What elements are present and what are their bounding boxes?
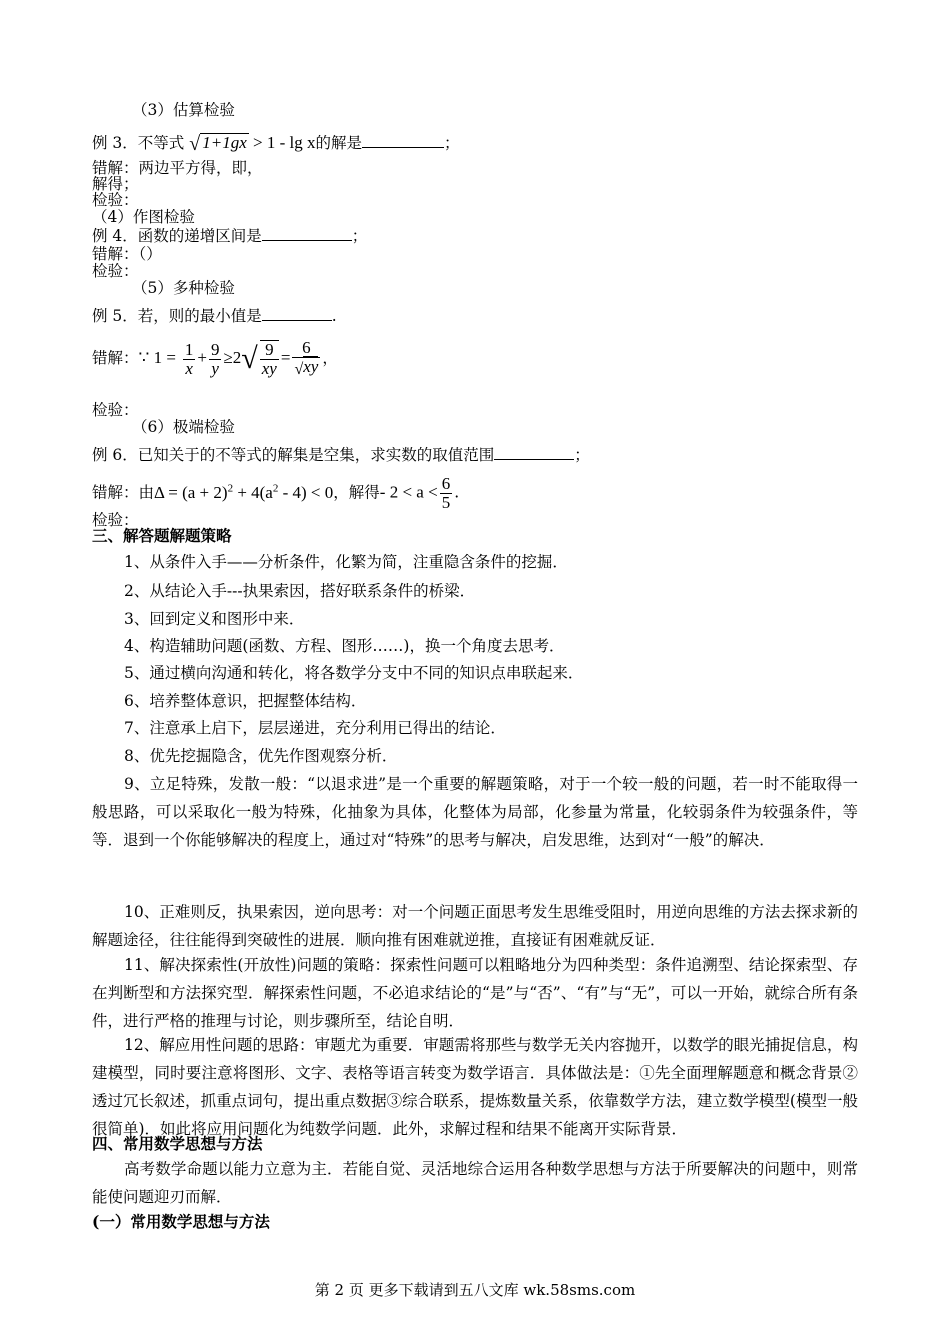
example-6-wrong-solution: [92, 466, 460, 513]
answer-blank: [494, 445, 574, 460]
exponent: 2: [227, 482, 234, 494]
solved-line: 解得；: [92, 175, 139, 193]
example-5-text: 例 5．若，则的最小值是: [92, 307, 262, 325]
punctuation: ，: [322, 349, 338, 367]
answer-blank: [262, 226, 352, 241]
denominator: y: [209, 359, 222, 378]
denominator: xy: [261, 359, 277, 378]
check-line: 检验：: [92, 511, 139, 529]
denominator: √xy: [294, 357, 319, 378]
radical-sign: √: [241, 342, 258, 375]
answer-blank: [262, 306, 332, 321]
wrong-solution-label: 错解：由: [92, 483, 155, 502]
punctuation: .: [331, 307, 337, 325]
punctuation: ；: [351, 227, 368, 245]
page-footer: 第 2 页 更多下载请到五八文库 wk.58sms.com: [314, 1281, 636, 1299]
denominator: 5: [441, 493, 451, 513]
strategy-6: 6、培养整体意识，把握整体结构．: [124, 692, 367, 710]
numerator: 6: [441, 474, 451, 494]
strategy-10: 10、正难则反，执果索因，逆向思考：对一个问题正面思考发生思维受阻时，用逆向思维的方法去探求新的解题途径，往往能得到突破性的进展．顺向推有困难就逆推，直接证有困难就反证．: [92, 903, 858, 949]
example-3-rhs: > 1 - lg x: [253, 133, 316, 152]
strategy-9: 9、立足特殊，发散一般：“以退求进”是一个重要的解题策略，对于一个较一般的问题，若一时不能取得一般思路，可以采取化一般为特殊，化抽象为具体，化整体为局部，化参量为常量，化较弱条件为较强条件，等等．退到一个你能够解决的程度上，通过对“特殊”的思考与解决，启发思维，达到对“一般”的解决．: [92, 775, 858, 849]
expr-part: + 4(a: [237, 482, 273, 502]
numerator: 9: [210, 339, 220, 359]
strategy-5: 5、通过横向沟通和转化，将各数学分支中不同的知识点串联起来．: [124, 664, 584, 682]
subheading-multiple-check: （5）多种检验: [132, 279, 235, 297]
numerator: 1: [184, 339, 194, 359]
example-4: [92, 226, 367, 246]
fraction-9-over-y: [209, 341, 222, 378]
strategy-11: 11、解决探索性(开放性)问题的策略：探索性问题可以粗略地分为四种类型：条件追溯型、结论探索型、存在判断型和方法探究型．解探索性问题，不必追求结论的“是”与“否”、“有”与“无”，可以一开始，就综合所有条件，进行严格的推理与讨论，则步骤所至，结论自明．: [92, 956, 858, 1030]
ge-sign: ≥2: [223, 348, 242, 367]
example-6: [92, 445, 590, 465]
subheading-estimate-check: （3）估算检验: [132, 101, 235, 119]
strategy-7: 7、注意承上启下，层层递进，充分利用已得出的结论．: [124, 719, 506, 737]
equals-sign: =: [280, 348, 291, 367]
example-6-text: 例 6．已知关于的不等式的解集是空集，求实数的取值范围: [92, 446, 495, 464]
exponent: 2: [272, 482, 279, 494]
strategy-2: 2、从结论入手---执果索因，搭好联系条件的桥梁．: [124, 582, 476, 600]
strategy-12: 12、解应用性问题的思路：审题尤为重要．审题需将那些与数学无关内容抛开，以数学的眼光捕捉信息，构建模型，同时要注意将图形、文字、表格等语言转变为数学语言．具体做法是：①先全面理解题意和概念背景②透过冗长叙述，抓重点词句，提出重点数据③综合联系，提炼数量关系，依靠数学方法，建立数学模型(模型一般很简单)．如此将应用问题化为纯数学问题．此外，求解过程和结果不能离开实际背景．: [92, 1036, 858, 1138]
check-line: 检验：: [92, 262, 139, 280]
denominator: x: [183, 359, 196, 378]
section-3-heading: 三、解答题解题策略: [92, 526, 232, 545]
punctuation: ；: [574, 446, 590, 464]
range-expression: - 2 < a <: [379, 482, 438, 502]
example-4-text: 例 4．函数的递增区间是: [92, 227, 262, 245]
strategy-4: 4、构造辅助问题(函数、方程、图形……)，换一个角度去思考．: [124, 637, 565, 655]
numerator: 6: [302, 338, 311, 357]
check-line: 检验：: [92, 401, 139, 419]
example-3-label: 例 3．不等式: [92, 134, 185, 152]
strategy-8: 8、优先挖掘隐含，优先作图观察分析．: [124, 747, 398, 765]
expr-part: Δ = (a + 2): [154, 482, 228, 502]
example-5-wrong-solution: [92, 336, 338, 380]
example-3-text: 的解是: [315, 134, 362, 152]
strategy-1: 1、从条件入手——分析条件，化繁为简，注重隐含条件的挖掘．: [124, 553, 568, 571]
punctuation: .: [454, 483, 460, 502]
subsection-1-heading: (一）常用数学思想与方法: [92, 1212, 270, 1231]
strategy-3: 3、回到定义和图形中来．: [124, 610, 305, 628]
discriminant-expression: [154, 483, 333, 502]
fraction-1-over-x: [183, 341, 196, 378]
check-line: 检验：: [92, 191, 139, 209]
wrong-solution-label: 错解：: [92, 349, 139, 367]
numerator: 9: [265, 340, 274, 359]
subheading-graph-check: （4）作图检验: [92, 208, 195, 226]
plus-sign: +: [197, 348, 207, 367]
because-expression: ∵ 1 =: [138, 348, 176, 367]
fraction-9-over-xy: [260, 340, 279, 378]
wrong-solution: 错解：两边平方得，即，: [92, 159, 263, 177]
fraction-6-over-5: [440, 475, 453, 512]
solve-text: ，解得: [333, 483, 380, 502]
punctuation: ；: [444, 134, 460, 152]
expr-part: - 4) < 0: [282, 482, 334, 502]
subheading-extreme-check: （6）极端检验: [132, 418, 235, 436]
example-3-inequality: √ 1+1gx > 1 - lg x: [189, 133, 316, 155]
example-3-radicand: 1+1gx: [202, 133, 247, 152]
section-4-heading: 四、常用数学思想与方法: [92, 1134, 263, 1153]
example-5: [92, 306, 337, 326]
fraction-6-over-sqrt-xy: [292, 339, 320, 379]
radicand: xy: [303, 357, 319, 376]
wrong-solution: 错解：（）: [92, 245, 162, 263]
section-4-intro: 高考数学命题以能力立意为主．若能自觉、灵活地综合运用各种数学思想与方法于所要解决的问题中，则常能使问题迎刃而解．: [92, 1160, 858, 1206]
answer-blank: [362, 133, 444, 148]
example-3: [92, 133, 460, 154]
